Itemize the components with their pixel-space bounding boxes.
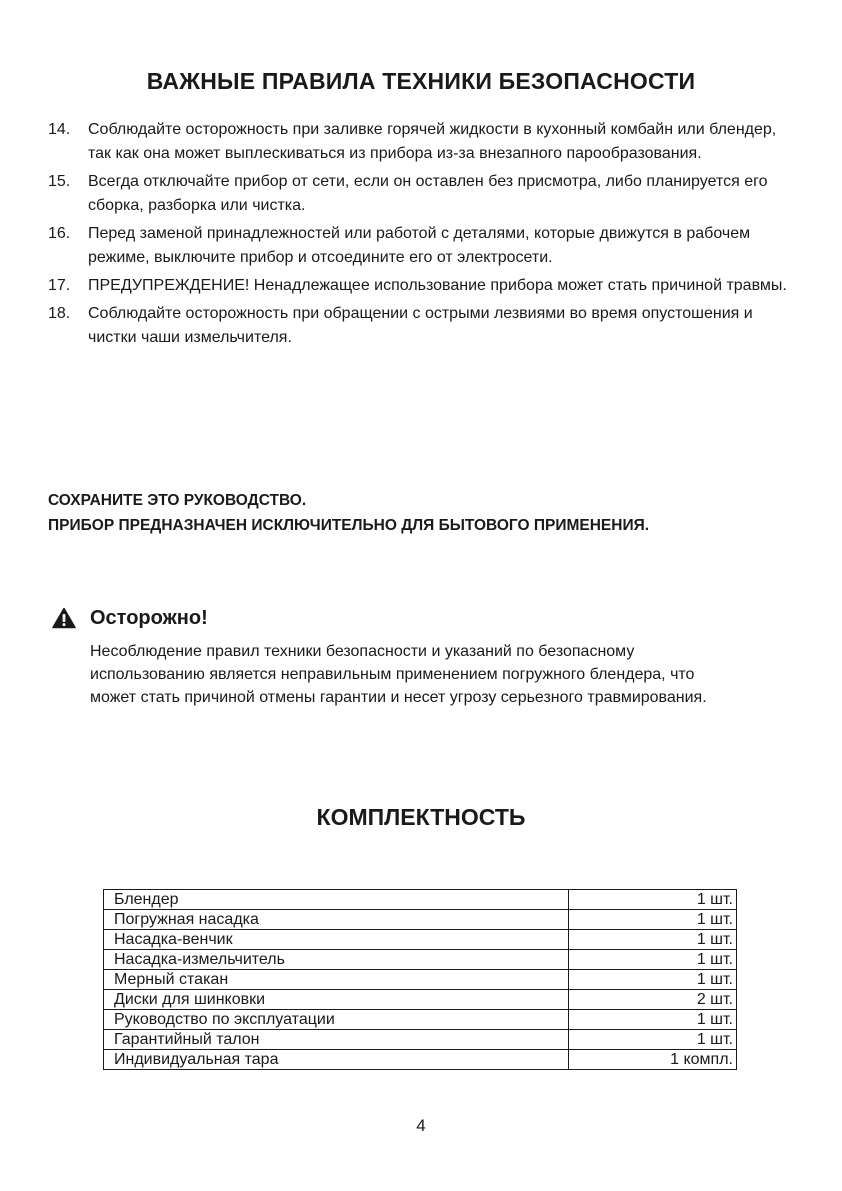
kit-item: Руководство по эксплуатации: [104, 1010, 569, 1030]
page-number: 4: [416, 1116, 426, 1135]
rule-text: Перед заменой принадлежностей или работой с деталями, которые движутся в рабочем режиме, выключите прибор и отсоедините его от электросети.: [88, 225, 751, 266]
kit-qty: 1 компл.: [569, 1050, 737, 1070]
table-row: [104, 990, 737, 1010]
table-row: [104, 890, 737, 910]
notice-line-save: СОХРАНИТЕ ЭТО РУКОВОДСТВО.: [48, 492, 307, 509]
caution-heading: [52, 604, 208, 632]
kit-qty: 2 шт.: [569, 990, 737, 1010]
rule-number: 15.: [48, 173, 71, 190]
kit-qty: 1 шт.: [569, 1010, 737, 1030]
table-row: [104, 1010, 737, 1030]
caution-heading-text: Осторожно!: [90, 606, 208, 629]
kit-item: Диски для шинковки: [104, 990, 569, 1010]
kit-title: КОМПЛЕКТНОСТЬ: [316, 804, 526, 830]
kit-qty: 1 шт.: [569, 970, 737, 990]
kit-item: Насадка-измельчитель: [104, 950, 569, 970]
table-row: [104, 950, 737, 970]
kit-qty: 1 шт.: [569, 950, 737, 970]
warning-icon: [52, 607, 76, 629]
rule-number: 14.: [48, 121, 71, 138]
notice-line-household: ПРИБОР ПРЕДНАЗНАЧЕН ИСКЛЮЧИТЕЛЬНО ДЛЯ БЫТОВОГО ПРИМЕНЕНИЯ.: [48, 517, 650, 534]
table-row: [104, 1050, 737, 1070]
kit-qty: 1 шт.: [569, 890, 737, 910]
kit-item: Мерный стакан: [104, 970, 569, 990]
save-manual-notice: [48, 488, 808, 538]
table-row: [104, 1030, 737, 1050]
table-row: [104, 970, 737, 990]
kit-table: [103, 889, 737, 1070]
rule-item: [48, 118, 788, 166]
rule-text: Всегда отключайте прибор от сети, если он оставлен без присмотра, либо планируется его сборка, разборка или чистка.: [88, 173, 768, 214]
kit-qty: 1 шт.: [569, 910, 737, 930]
rule-text: Соблюдайте осторожность при заливке горячей жидкости в кухонный комбайн или блендер, так как она может выплескиваться из прибора из-за внезапного парообразования.: [88, 121, 777, 162]
rule-item: [48, 274, 788, 298]
kit-item: Насадка-венчик: [104, 930, 569, 950]
kit-item: Блендер: [104, 890, 569, 910]
kit-qty: 1 шт.: [569, 930, 737, 950]
rule-item: [48, 170, 788, 218]
kit-item: Погружная насадка: [104, 910, 569, 930]
kit-qty: 1 шт.: [569, 1030, 737, 1050]
rule-number: 17.: [48, 277, 71, 294]
rule-number: 18.: [48, 305, 71, 322]
table-row: [104, 910, 737, 930]
rule-text: ПРЕДУПРЕЖДЕНИЕ! Ненадлежащее использование прибора может стать причиной травмы.: [88, 277, 787, 294]
rule-number: 16.: [48, 225, 71, 242]
caution-text: Несоблюдение правил техники безопасности и указаний по безопасному использованию является неправильным применением погружного блендера, что может стать причиной отмены гарантии и несет угрозу серьезного травмирования.: [90, 643, 707, 706]
safety-rules-list: [48, 118, 788, 354]
table-row: [104, 930, 737, 950]
rule-text: Соблюдайте осторожность при обращении с острыми лезвиями во время опустошения и чистки чаши измельчителя.: [88, 305, 753, 346]
rule-item: [48, 222, 788, 270]
kit-item: Гарантийный талон: [104, 1030, 569, 1050]
kit-item: Индивидуальная тара: [104, 1050, 569, 1070]
safety-title: ВАЖНЫЕ ПРАВИЛА ТЕХНИКИ БЕЗОПАСНОСТИ: [146, 68, 696, 94]
rule-item: [48, 302, 788, 350]
